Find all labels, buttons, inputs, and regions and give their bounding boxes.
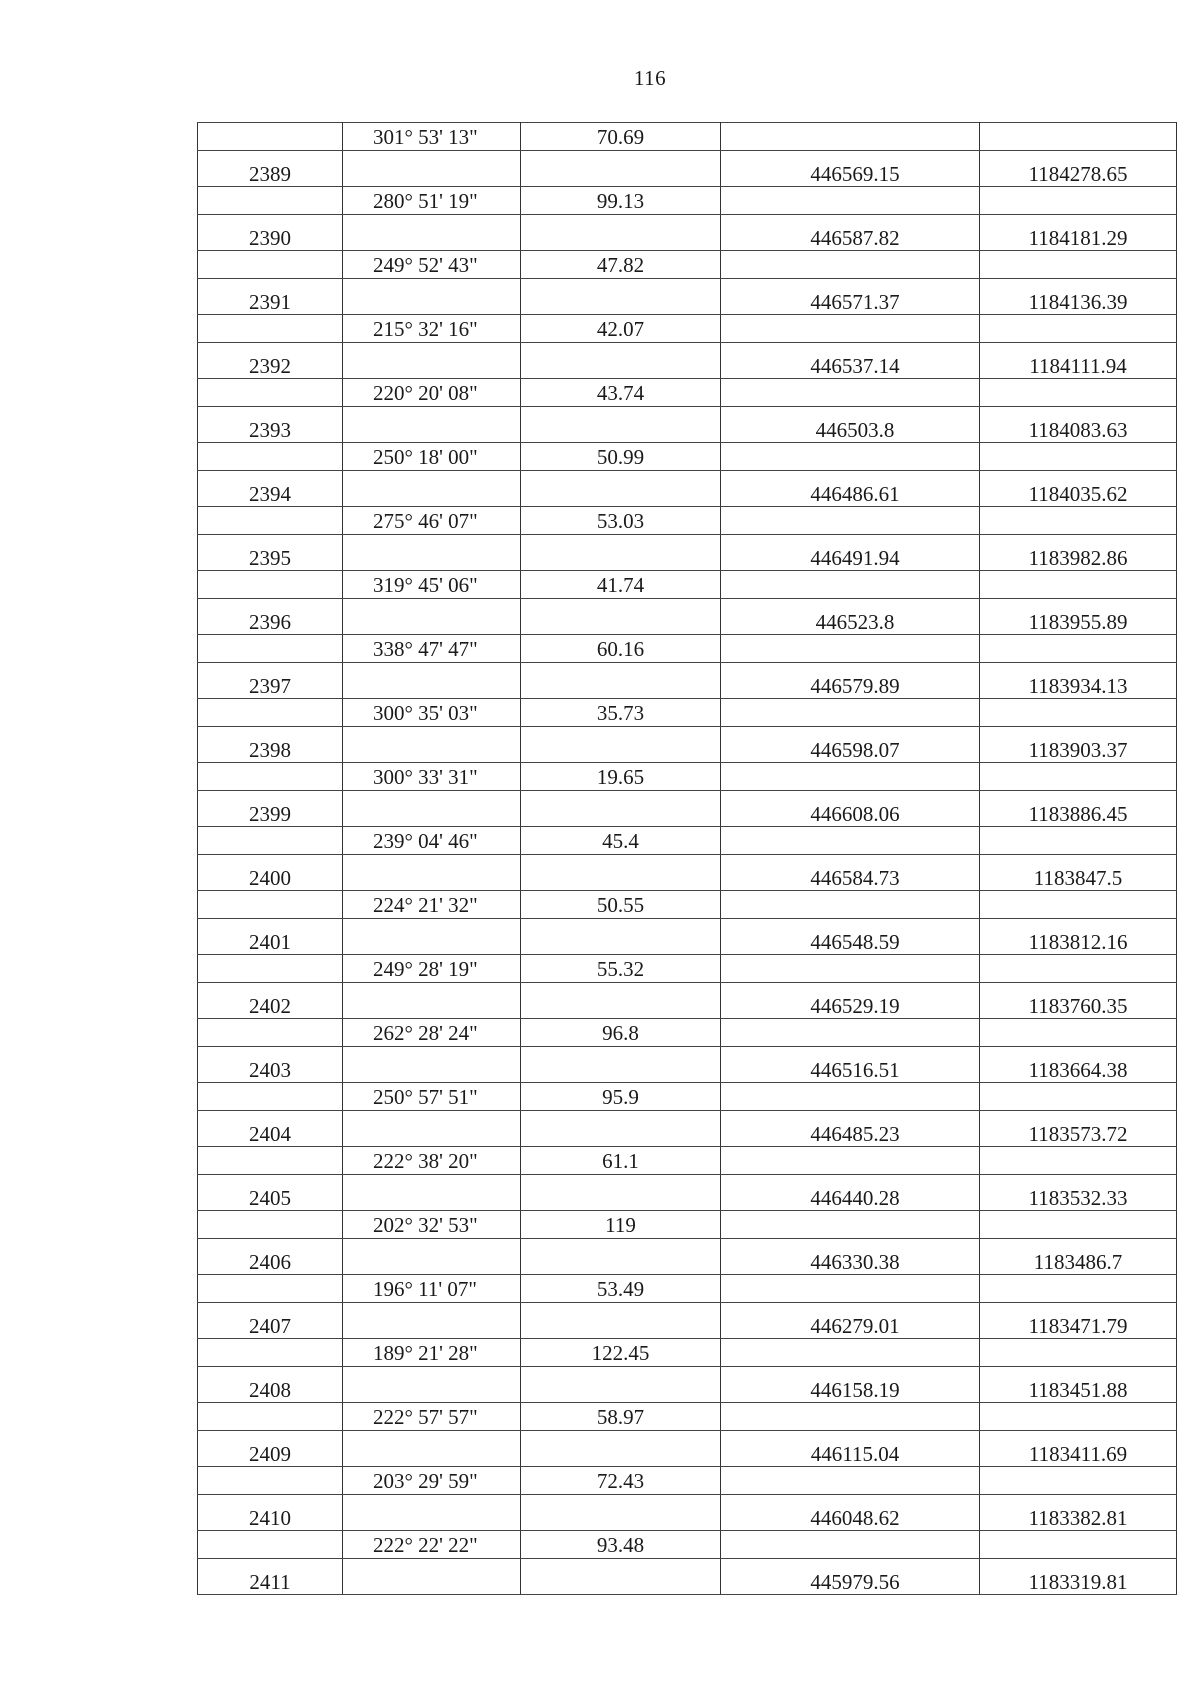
point-number-cell: 2399 bbox=[198, 791, 343, 827]
bearing-cell: 300° 35' 03" bbox=[343, 699, 521, 727]
distance-cell: 58.97 bbox=[521, 1403, 721, 1431]
bearing-cell-empty bbox=[343, 791, 521, 827]
x-coordinate-cell-empty bbox=[721, 891, 980, 919]
point-row bbox=[198, 151, 1177, 187]
y-coordinate-cell-empty bbox=[980, 123, 1177, 151]
point-cell-empty bbox=[198, 507, 343, 535]
x-coordinate-cell-empty bbox=[721, 315, 980, 343]
y-coordinate-cell-empty bbox=[980, 315, 1177, 343]
y-coordinate-cell: 1183812.16 bbox=[980, 919, 1177, 955]
bearing-cell-empty bbox=[343, 1559, 521, 1595]
y-coordinate-cell: 1183319.81 bbox=[980, 1559, 1177, 1595]
bearing-cell-empty bbox=[343, 279, 521, 315]
x-coordinate-cell-empty bbox=[721, 1019, 980, 1047]
bearing-cell: 280° 51' 19" bbox=[343, 187, 521, 215]
x-coordinate-cell: 446548.59 bbox=[721, 919, 980, 955]
distance-cell-empty bbox=[521, 343, 721, 379]
x-coordinate-cell: 446491.94 bbox=[721, 535, 980, 571]
x-coordinate-cell: 446571.37 bbox=[721, 279, 980, 315]
distance-cell-empty bbox=[521, 215, 721, 251]
point-row bbox=[198, 215, 1177, 251]
y-coordinate-cell-empty bbox=[980, 187, 1177, 215]
distance-cell: 42.07 bbox=[521, 315, 721, 343]
distance-cell-empty bbox=[521, 599, 721, 635]
y-coordinate-cell-empty bbox=[980, 635, 1177, 663]
x-coordinate-cell: 446048.62 bbox=[721, 1495, 980, 1531]
point-number-cell: 2404 bbox=[198, 1111, 343, 1147]
y-coordinate-cell: 1183982.86 bbox=[980, 535, 1177, 571]
leg-row bbox=[198, 891, 1177, 919]
y-coordinate-cell: 1183886.45 bbox=[980, 791, 1177, 827]
x-coordinate-cell-empty bbox=[721, 1275, 980, 1303]
distance-cell: 43.74 bbox=[521, 379, 721, 407]
point-cell-empty bbox=[198, 1531, 343, 1559]
leg-row bbox=[198, 827, 1177, 855]
point-number-cell: 2398 bbox=[198, 727, 343, 763]
distance-cell: 55.32 bbox=[521, 955, 721, 983]
y-coordinate-cell-empty bbox=[980, 443, 1177, 471]
y-coordinate-cell: 1183903.37 bbox=[980, 727, 1177, 763]
bearing-cell-empty bbox=[343, 663, 521, 699]
leg-row bbox=[198, 1531, 1177, 1559]
distance-cell-empty bbox=[521, 1431, 721, 1467]
y-coordinate-cell: 1184136.39 bbox=[980, 279, 1177, 315]
point-number-cell: 2410 bbox=[198, 1495, 343, 1531]
distance-cell-empty bbox=[521, 663, 721, 699]
x-coordinate-cell: 445979.56 bbox=[721, 1559, 980, 1595]
point-row bbox=[198, 1431, 1177, 1467]
y-coordinate-cell: 1183664.38 bbox=[980, 1047, 1177, 1083]
distance-cell-empty bbox=[521, 983, 721, 1019]
distance-cell-empty bbox=[521, 535, 721, 571]
y-coordinate-cell-empty bbox=[980, 699, 1177, 727]
distance-cell: 35.73 bbox=[521, 699, 721, 727]
distance-cell: 70.69 bbox=[521, 123, 721, 151]
point-number-cell: 2397 bbox=[198, 663, 343, 699]
x-coordinate-cell-empty bbox=[721, 123, 980, 151]
page-number: 116 bbox=[633, 66, 667, 90]
bearing-cell: 224° 21' 32" bbox=[343, 891, 521, 919]
bearing-cell: 262° 28' 24" bbox=[343, 1019, 521, 1047]
x-coordinate-cell-empty bbox=[721, 1339, 980, 1367]
distance-cell: 60.16 bbox=[521, 635, 721, 663]
bearing-cell: 250° 57' 51" bbox=[343, 1083, 521, 1111]
leg-row bbox=[198, 1083, 1177, 1111]
y-coordinate-cell: 1183760.35 bbox=[980, 983, 1177, 1019]
x-coordinate-cell: 446486.61 bbox=[721, 471, 980, 507]
bearing-cell-empty bbox=[343, 471, 521, 507]
leg-row bbox=[198, 1403, 1177, 1431]
x-coordinate-cell: 446569.15 bbox=[721, 151, 980, 187]
y-coordinate-cell-empty bbox=[980, 571, 1177, 599]
bearing-cell-empty bbox=[343, 855, 521, 891]
point-cell-empty bbox=[198, 1019, 343, 1047]
x-coordinate-cell-empty bbox=[721, 571, 980, 599]
x-coordinate-cell: 446537.14 bbox=[721, 343, 980, 379]
distance-cell: 93.48 bbox=[521, 1531, 721, 1559]
leg-row bbox=[198, 571, 1177, 599]
point-cell-empty bbox=[198, 763, 343, 791]
point-row bbox=[198, 1111, 1177, 1147]
y-coordinate-cell-empty bbox=[980, 507, 1177, 535]
x-coordinate-cell-empty bbox=[721, 443, 980, 471]
bearing-cell: 222° 57' 57" bbox=[343, 1403, 521, 1431]
distance-cell: 47.82 bbox=[521, 251, 721, 279]
y-coordinate-cell-empty bbox=[980, 891, 1177, 919]
survey-coordinates-table bbox=[197, 122, 1177, 1595]
distance-cell: 96.8 bbox=[521, 1019, 721, 1047]
distance-cell-empty bbox=[521, 727, 721, 763]
leg-row bbox=[198, 763, 1177, 791]
x-coordinate-cell: 446608.06 bbox=[721, 791, 980, 827]
bearing-cell-empty bbox=[343, 599, 521, 635]
y-coordinate-cell: 1183934.13 bbox=[980, 663, 1177, 699]
x-coordinate-cell: 446598.07 bbox=[721, 727, 980, 763]
point-cell-empty bbox=[198, 443, 343, 471]
y-coordinate-cell: 1184111.94 bbox=[980, 343, 1177, 379]
point-number-cell: 2392 bbox=[198, 343, 343, 379]
point-row bbox=[198, 1047, 1177, 1083]
point-number-cell: 2400 bbox=[198, 855, 343, 891]
y-coordinate-cell-empty bbox=[980, 1275, 1177, 1303]
distance-cell: 41.74 bbox=[521, 571, 721, 599]
y-coordinate-cell: 1184181.29 bbox=[980, 215, 1177, 251]
y-coordinate-cell: 1183955.89 bbox=[980, 599, 1177, 635]
y-coordinate-cell: 1183847.5 bbox=[980, 855, 1177, 891]
leg-row bbox=[198, 251, 1177, 279]
y-coordinate-cell-empty bbox=[980, 1531, 1177, 1559]
point-cell-empty bbox=[198, 187, 343, 215]
point-number-cell: 2409 bbox=[198, 1431, 343, 1467]
leg-row bbox=[198, 1147, 1177, 1175]
x-coordinate-cell-empty bbox=[721, 635, 980, 663]
x-coordinate-cell-empty bbox=[721, 251, 980, 279]
distance-cell-empty bbox=[521, 1111, 721, 1147]
y-coordinate-cell-empty bbox=[980, 1467, 1177, 1495]
y-coordinate-cell-empty bbox=[980, 1403, 1177, 1431]
distance-cell: 53.49 bbox=[521, 1275, 721, 1303]
bearing-cell-empty bbox=[343, 1239, 521, 1275]
y-coordinate-cell: 1183532.33 bbox=[980, 1175, 1177, 1211]
leg-row bbox=[198, 507, 1177, 535]
x-coordinate-cell: 446279.01 bbox=[721, 1303, 980, 1339]
leg-row bbox=[198, 123, 1177, 151]
point-cell-empty bbox=[198, 1211, 343, 1239]
point-number-cell: 2407 bbox=[198, 1303, 343, 1339]
y-coordinate-cell-empty bbox=[980, 251, 1177, 279]
point-row bbox=[198, 1559, 1177, 1595]
x-coordinate-cell: 446529.19 bbox=[721, 983, 980, 1019]
distance-cell: 95.9 bbox=[521, 1083, 721, 1111]
bearing-cell-empty bbox=[343, 1367, 521, 1403]
point-number-cell: 2402 bbox=[198, 983, 343, 1019]
x-coordinate-cell: 446330.38 bbox=[721, 1239, 980, 1275]
distance-cell-empty bbox=[521, 279, 721, 315]
point-number-cell: 2405 bbox=[198, 1175, 343, 1211]
bearing-cell: 239° 04' 46" bbox=[343, 827, 521, 855]
bearing-cell-empty bbox=[343, 343, 521, 379]
bearing-cell: 196° 11' 07" bbox=[343, 1275, 521, 1303]
point-number-cell: 2395 bbox=[198, 535, 343, 571]
distance-cell: 45.4 bbox=[521, 827, 721, 855]
y-coordinate-cell: 1183382.81 bbox=[980, 1495, 1177, 1531]
point-number-cell: 2391 bbox=[198, 279, 343, 315]
point-number-cell: 2396 bbox=[198, 599, 343, 635]
leg-row bbox=[198, 379, 1177, 407]
distance-cell-empty bbox=[521, 151, 721, 187]
leg-row bbox=[198, 955, 1177, 983]
bearing-cell-empty bbox=[343, 1495, 521, 1531]
point-cell-empty bbox=[198, 123, 343, 151]
bearing-cell-empty bbox=[343, 1047, 521, 1083]
x-coordinate-cell-empty bbox=[721, 507, 980, 535]
bearing-cell-empty bbox=[343, 151, 521, 187]
bearing-cell: 338° 47' 47" bbox=[343, 635, 521, 663]
x-coordinate-cell-empty bbox=[721, 187, 980, 215]
bearing-cell: 300° 33' 31" bbox=[343, 763, 521, 791]
point-row bbox=[198, 1495, 1177, 1531]
bearing-cell: 319° 45' 06" bbox=[343, 571, 521, 599]
distance-cell-empty bbox=[521, 1495, 721, 1531]
bearing-cell-empty bbox=[343, 535, 521, 571]
bearing-cell-empty bbox=[343, 215, 521, 251]
x-coordinate-cell: 446115.04 bbox=[721, 1431, 980, 1467]
point-row bbox=[198, 279, 1177, 315]
x-coordinate-cell: 446584.73 bbox=[721, 855, 980, 891]
x-coordinate-cell-empty bbox=[721, 1467, 980, 1495]
point-number-cell: 2408 bbox=[198, 1367, 343, 1403]
point-number-cell: 2401 bbox=[198, 919, 343, 955]
point-cell-empty bbox=[198, 315, 343, 343]
x-coordinate-cell-empty bbox=[721, 379, 980, 407]
x-coordinate-cell-empty bbox=[721, 955, 980, 983]
point-number-cell: 2394 bbox=[198, 471, 343, 507]
point-row bbox=[198, 983, 1177, 1019]
bearing-cell-empty bbox=[343, 1303, 521, 1339]
distance-cell: 50.99 bbox=[521, 443, 721, 471]
bearing-cell-empty bbox=[343, 407, 521, 443]
y-coordinate-cell: 1183451.88 bbox=[980, 1367, 1177, 1403]
x-coordinate-cell: 446440.28 bbox=[721, 1175, 980, 1211]
point-row bbox=[198, 343, 1177, 379]
leg-row bbox=[198, 1339, 1177, 1367]
bearing-cell: 250° 18' 00" bbox=[343, 443, 521, 471]
y-coordinate-cell-empty bbox=[980, 379, 1177, 407]
leg-row bbox=[198, 1019, 1177, 1047]
leg-row bbox=[198, 1467, 1177, 1495]
point-cell-empty bbox=[198, 1339, 343, 1367]
bearing-cell: 275° 46' 07" bbox=[343, 507, 521, 535]
bearing-cell-empty bbox=[343, 1111, 521, 1147]
distance-cell: 19.65 bbox=[521, 763, 721, 791]
leg-row bbox=[198, 1275, 1177, 1303]
y-coordinate-cell-empty bbox=[980, 1083, 1177, 1111]
point-row bbox=[198, 727, 1177, 763]
leg-row bbox=[198, 443, 1177, 471]
point-row bbox=[198, 1367, 1177, 1403]
distance-cell: 119 bbox=[521, 1211, 721, 1239]
bearing-cell: 215° 32' 16" bbox=[343, 315, 521, 343]
point-number-cell: 2403 bbox=[198, 1047, 343, 1083]
bearing-cell: 222° 22' 22" bbox=[343, 1531, 521, 1559]
x-coordinate-cell: 446587.82 bbox=[721, 215, 980, 251]
distance-cell-empty bbox=[521, 1239, 721, 1275]
bearing-cell: 189° 21' 28" bbox=[343, 1339, 521, 1367]
x-coordinate-cell-empty bbox=[721, 1403, 980, 1431]
x-coordinate-cell-empty bbox=[721, 1531, 980, 1559]
leg-row bbox=[198, 699, 1177, 727]
distance-cell-empty bbox=[521, 471, 721, 507]
distance-cell: 72.43 bbox=[521, 1467, 721, 1495]
x-coordinate-cell: 446516.51 bbox=[721, 1047, 980, 1083]
bearing-cell-empty bbox=[343, 983, 521, 1019]
point-row bbox=[198, 791, 1177, 827]
y-coordinate-cell-empty bbox=[980, 955, 1177, 983]
x-coordinate-cell: 446485.23 bbox=[721, 1111, 980, 1147]
y-coordinate-cell-empty bbox=[980, 763, 1177, 791]
point-cell-empty bbox=[198, 1083, 343, 1111]
point-cell-empty bbox=[198, 699, 343, 727]
survey-table-body bbox=[198, 123, 1177, 1595]
distance-cell: 61.1 bbox=[521, 1147, 721, 1175]
x-coordinate-cell: 446158.19 bbox=[721, 1367, 980, 1403]
bearing-cell: 222° 38' 20" bbox=[343, 1147, 521, 1175]
point-row bbox=[198, 855, 1177, 891]
x-coordinate-cell: 446503.8 bbox=[721, 407, 980, 443]
bearing-cell-empty bbox=[343, 1431, 521, 1467]
y-coordinate-cell-empty bbox=[980, 1147, 1177, 1175]
point-cell-empty bbox=[198, 1403, 343, 1431]
y-coordinate-cell-empty bbox=[980, 1019, 1177, 1047]
point-row bbox=[198, 471, 1177, 507]
x-coordinate-cell-empty bbox=[721, 1083, 980, 1111]
distance-cell-empty bbox=[521, 919, 721, 955]
x-coordinate-cell-empty bbox=[721, 1211, 980, 1239]
point-row bbox=[198, 1239, 1177, 1275]
point-number-cell: 2393 bbox=[198, 407, 343, 443]
x-coordinate-cell-empty bbox=[721, 763, 980, 791]
x-coordinate-cell: 446579.89 bbox=[721, 663, 980, 699]
leg-row bbox=[198, 635, 1177, 663]
point-cell-empty bbox=[198, 891, 343, 919]
leg-row bbox=[198, 315, 1177, 343]
point-cell-empty bbox=[198, 1275, 343, 1303]
point-cell-empty bbox=[198, 379, 343, 407]
x-coordinate-cell-empty bbox=[721, 827, 980, 855]
bearing-cell: 220° 20' 08" bbox=[343, 379, 521, 407]
x-coordinate-cell-empty bbox=[721, 699, 980, 727]
point-row bbox=[198, 1175, 1177, 1211]
bearing-cell: 301° 53' 13" bbox=[343, 123, 521, 151]
distance-cell-empty bbox=[521, 1175, 721, 1211]
y-coordinate-cell: 1183573.72 bbox=[980, 1111, 1177, 1147]
point-number-cell: 2406 bbox=[198, 1239, 343, 1275]
distance-cell-empty bbox=[521, 407, 721, 443]
point-row bbox=[198, 919, 1177, 955]
point-number-cell: 2389 bbox=[198, 151, 343, 187]
bearing-cell: 249° 28' 19" bbox=[343, 955, 521, 983]
distance-cell: 122.45 bbox=[521, 1339, 721, 1367]
leg-row bbox=[198, 187, 1177, 215]
x-coordinate-cell: 446523.8 bbox=[721, 599, 980, 635]
point-number-cell: 2390 bbox=[198, 215, 343, 251]
bearing-cell-empty bbox=[343, 727, 521, 763]
distance-cell-empty bbox=[521, 1367, 721, 1403]
y-coordinate-cell: 1183471.79 bbox=[980, 1303, 1177, 1339]
bearing-cell: 202° 32' 53" bbox=[343, 1211, 521, 1239]
point-cell-empty bbox=[198, 955, 343, 983]
distance-cell-empty bbox=[521, 1303, 721, 1339]
distance-cell-empty bbox=[521, 855, 721, 891]
point-cell-empty bbox=[198, 571, 343, 599]
point-number-cell: 2411 bbox=[198, 1559, 343, 1595]
y-coordinate-cell: 1183486.7 bbox=[980, 1239, 1177, 1275]
distance-cell-empty bbox=[521, 1047, 721, 1083]
y-coordinate-cell-empty bbox=[980, 1339, 1177, 1367]
y-coordinate-cell: 1183411.69 bbox=[980, 1431, 1177, 1467]
y-coordinate-cell-empty bbox=[980, 1211, 1177, 1239]
point-cell-empty bbox=[198, 635, 343, 663]
leg-row bbox=[198, 1211, 1177, 1239]
y-coordinate-cell: 1184035.62 bbox=[980, 471, 1177, 507]
point-row bbox=[198, 407, 1177, 443]
point-cell-empty bbox=[198, 251, 343, 279]
distance-cell-empty bbox=[521, 791, 721, 827]
point-row bbox=[198, 599, 1177, 635]
distance-cell: 99.13 bbox=[521, 187, 721, 215]
bearing-cell: 203° 29' 59" bbox=[343, 1467, 521, 1495]
y-coordinate-cell: 1184278.65 bbox=[980, 151, 1177, 187]
point-row bbox=[198, 663, 1177, 699]
point-row bbox=[198, 1303, 1177, 1339]
distance-cell: 53.03 bbox=[521, 507, 721, 535]
distance-cell-empty bbox=[521, 1559, 721, 1595]
point-row bbox=[198, 535, 1177, 571]
distance-cell: 50.55 bbox=[521, 891, 721, 919]
y-coordinate-cell: 1184083.63 bbox=[980, 407, 1177, 443]
y-coordinate-cell-empty bbox=[980, 827, 1177, 855]
bearing-cell-empty bbox=[343, 919, 521, 955]
point-cell-empty bbox=[198, 1147, 343, 1175]
bearing-cell: 249° 52' 43" bbox=[343, 251, 521, 279]
x-coordinate-cell-empty bbox=[721, 1147, 980, 1175]
point-cell-empty bbox=[198, 1467, 343, 1495]
bearing-cell-empty bbox=[343, 1175, 521, 1211]
point-cell-empty bbox=[198, 827, 343, 855]
